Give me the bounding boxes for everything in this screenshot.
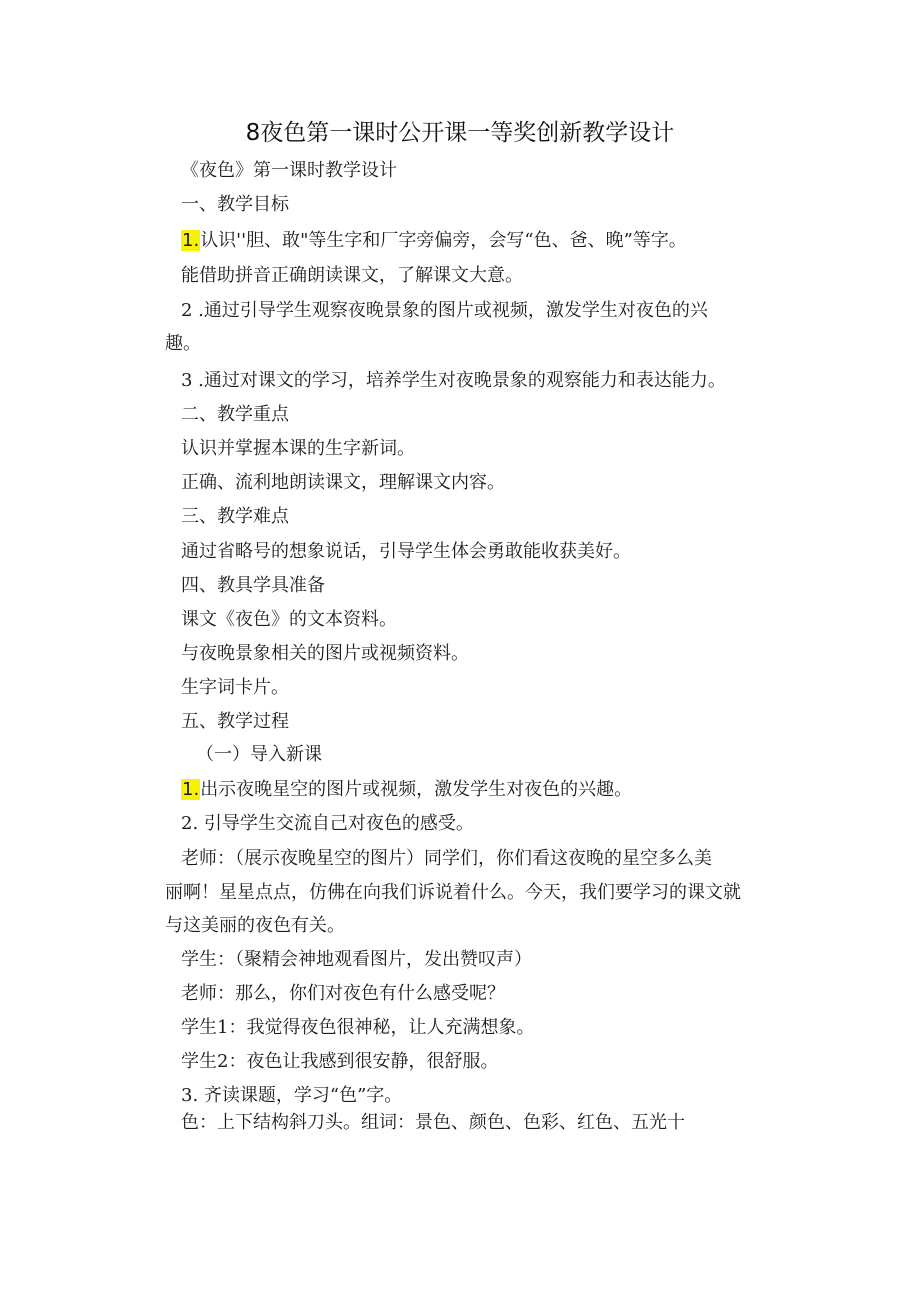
step-2: 2. 引导学生交流自己对夜色的感受。 (181, 813, 474, 834)
step-1-text: 出示夜晚星空的图片或视频，激发学生对夜色的兴趣。 (200, 779, 633, 800)
section-heading-difficulties: 三、教学难点 (181, 506, 289, 527)
step-1 (181, 777, 632, 803)
goal-1 (181, 228, 687, 254)
step-1-number: 1. (182, 779, 200, 800)
teacher-question: 老师：那么，你们对夜色有什么感受呢？ (181, 983, 505, 1004)
section-heading-key-points: 二、教学重点 (181, 404, 289, 425)
difficulty-1: 通过省略号的想象说话，引导学生体会勇敢能收获美好。 (181, 541, 631, 562)
material-1: 课文《夜色》的文本资料。 (181, 609, 397, 630)
student-all-reaction: 学生：（聚精会神地观看图片，发出赞叹声） (181, 949, 532, 970)
goal-1-number: 1. (182, 230, 200, 251)
teacher-line-3: 与这美丽的夜色有关。 (165, 915, 345, 936)
step-3: 3. 齐读课题，学习“色”字。 (181, 1085, 403, 1106)
document-title: 8夜色第一课时公开课一等奖创新教学设计 (245, 120, 675, 146)
teacher-line-1: 老师：（展示夜晚星空的图片）同学们，你们看这夜晚的星空多么美 (181, 848, 712, 869)
teacher-line-2: 丽啊！星星点点，仿佛在向我们诉说着什么。今天，我们要学习的课文就 (165, 882, 741, 903)
key-point-1: 认识并掌握本课的生字新词。 (181, 438, 415, 459)
subsection-heading-intro: （一）导入新课 (196, 744, 322, 765)
section-heading-materials: 四、教具学具准备 (181, 575, 325, 596)
document-subtitle: 《夜色》第一课时教学设计 (181, 160, 397, 181)
goal-1-text: 认识''胆、敢"等生字和厂字旁偏旁，会写“色、爸、晚”等字。 (200, 230, 687, 251)
goal-2-line-2: 趣。 (165, 333, 201, 354)
student-1-answer: 学生1：我觉得夜色很神秘，让人充满想象。 (181, 1017, 535, 1038)
character-note: 色：上下结构斜刀头。组词：景色、颜色、色彩、红色、五光十 (181, 1112, 685, 1133)
material-3: 生字词卡片。 (181, 677, 289, 698)
material-2: 与夜晚景象相关的图片或视频资料。 (181, 643, 469, 664)
section-heading-process: 五、教学过程 (181, 711, 289, 732)
goal-2-line-1: 2 .通过引导学生观察夜晚景象的图片或视频，激发学生对夜色的兴 (181, 300, 708, 321)
goal-1-continued: 能借助拼音正确朗读课文，了解课文大意。 (181, 265, 523, 286)
key-point-2: 正确、流利地朗读课文，理解课文内容。 (181, 472, 505, 493)
goal-3: 3 .通过对课文的学习，培养学生对夜晚景象的观察能力和表达能力。 (181, 370, 726, 391)
section-heading-goals: 一、教学目标 (181, 194, 289, 215)
student-2-answer: 学生2：夜色让我感到很安静，很舒服。 (181, 1051, 499, 1072)
